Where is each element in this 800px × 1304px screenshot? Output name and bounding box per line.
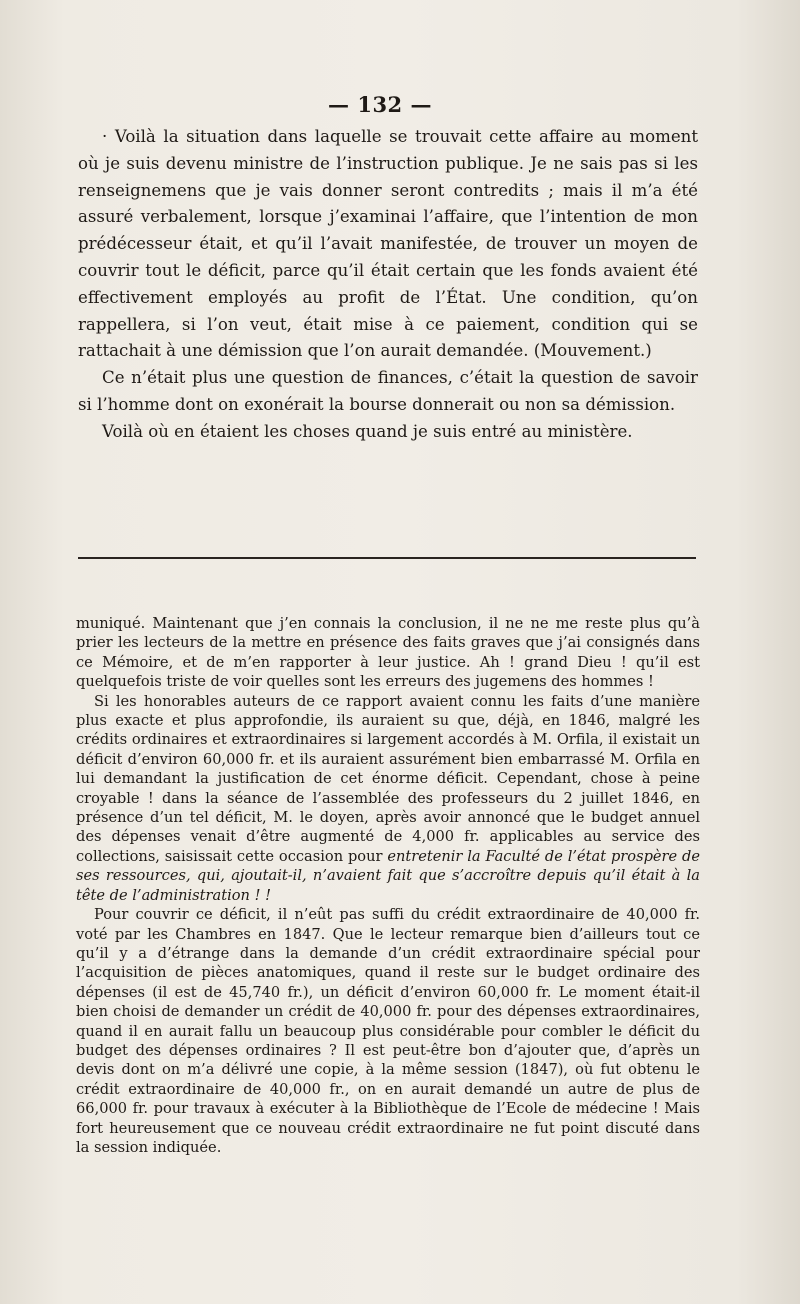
main-paragraph: · Voilà la situation dans laquelle se trouvait cette affaire au moment où je suis devenu ministre de l’instruction publique. Je ne sais pas si les renseignemens que je vais donner seront contredits ; mais il m’a été assuré verbalement, lorsque j’examinai l’affaire, que l’intention de mon prédécesseur était, et qu’il l’avait manifestée, de trouver un moyen de couvrir tout le déficit, parce qu’il était certain que les fonds avaient été effectivement employés au profit de l’État. Une condition, qu’on rappellera, si l’on veut, était mise à ce paiement, condition qui se rattachait à une démission que l’on aurait demandée. (Mouvement.) (78, 127, 698, 361)
footnote-italic-quote: entretenir la Faculté de l’état prospère de ses ressources, qui, ajoutait-il, n’avaient fait que s’accroître depuis qu’il était à la tête de l’administration ! ! (76, 847, 700, 904)
footnote-text (76, 614, 700, 1157)
main-body-text (78, 124, 698, 446)
footnote-text-run: Si les honorables auteurs de ce rapport avaient connu les faits d’une manière plus exacte et plus approfondie, ils auraient su que, déjà, en 1846, malgré les crédits ordinaires et extraordinaires si largement accordés à M. Orfila, il existait un déficit d’environ 60,000 fr. et ils auraient assurément bien embarrassé M. Orfila en lui demandant la justification de cet énorme déficit. Cependant, chose à peine croyable ! dans la séance de l’assemblée des professeurs du 2 juillet 1846, en présence d’un tel déficit, M. le doyen, après avoir annoncé que le budget annuel des dépenses venait d’être augmenté de 4,000 fr. applicables au service des collections, saisissait cette occasion pour (76, 692, 700, 865)
footnote-paragraph: muniqué. Maintenant que j’en connais la conclusion, il ne ne me reste plus qu’à prier les lecteurs de la mettre en présence des faits graves que j’ai consignés dans ce Mémoire, et de m’en rapporter à leur justice. Ah ! grand Dieu ! qu’il est quelquefois triste de voir quelles sont les erreurs des jugemens des hommes ! (76, 615, 700, 691)
main-paragraph: Voilà où en étaient les choses quand je suis entré au ministère. (102, 421, 633, 441)
footnote-paragraph (76, 692, 700, 905)
footnote-divider (78, 557, 696, 559)
main-paragraph: Ce n’était plus une question de finances, c’était la question de savoir si l’homme dont on exonérait la bourse donnerait ou non sa démission. (78, 368, 698, 414)
page-number: — 132 — (328, 92, 432, 117)
footnote-paragraph: Pour couvrir ce déficit, il n’eût pas suffi du crédit extraordinaire de 40,000 fr. voté par les Chambres en 1847. Que le lecteur remarque bien d’ailleurs tout ce qu’il y a d’étrange dans la demande d’un crédit extraordinaire spécial pour l’acquisition de pièces anatomiques, quand il reste sur le budget ordinaire des dépenses (il est de 45,740 fr.), un déficit d’environ 60,000 fr. Le moment était-il bien choisi de demander un crédit de 40,000 fr. pour des dépenses extraordinaires, quand il en aurait fallu un beaucoup plus considérable pour combler le déficit du budget des dépenses ordinaires ? Il est peut-être bon d’ajouter que, d’après un devis dont on m’a délivré une copie, à la même session (1847), où fut obtenu le crédit extraordinaire de 40,000 fr., on en aurait demandé un autre de plus de 66,000 fr. pour travaux à exécuter à la Bibliothèque de l’Ecole de médecine ! Mais fort heureusement que ce nouveau crédit extraordinaire ne fut point discuté dans la session indiquée. (76, 906, 700, 1156)
